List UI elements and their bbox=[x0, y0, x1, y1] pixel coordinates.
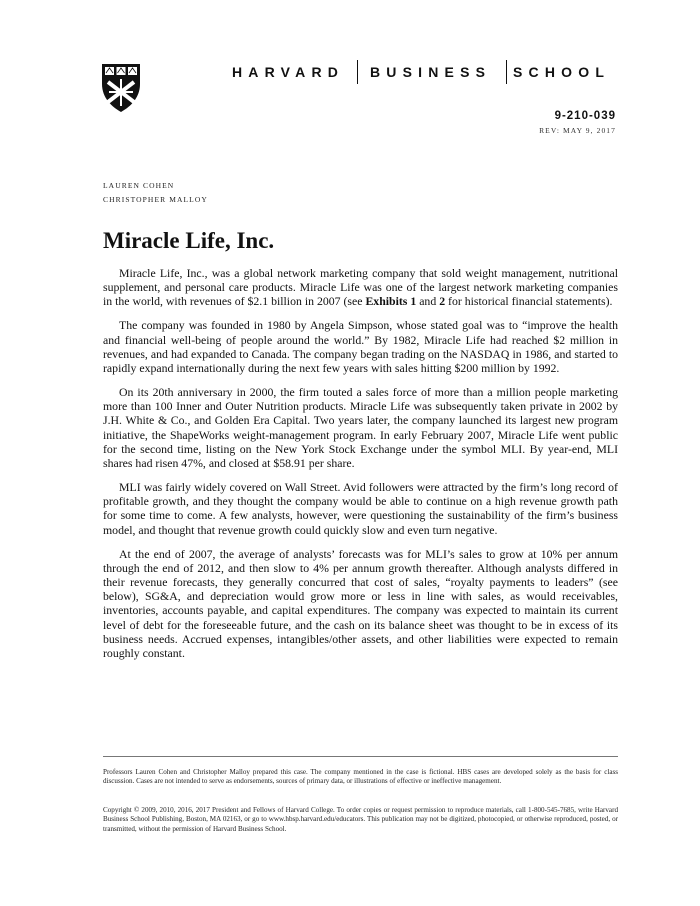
body-paragraph: On its 20th anniversary in 2000, the firm touted a sales force of more than a million people marketing more than 100 Inner and Outer Nutrition products. Miracle Life was subsequently taken private in 2002 by J.H. White & Co., and Golden Era Capital. Two years later, the company launched its largest new program initiative, the ShapeWorks weight-management program. In early February 2007, Miracle Life went public for the second time, listing on the New York Stock Exchange under the symbol MLI. By year-end, MLI shares had risen 47%, and closed at $58.91 per share. bbox=[103, 385, 618, 471]
case-number: 9-210-039 bbox=[554, 110, 616, 122]
masthead bbox=[222, 62, 620, 84]
body-paragraph: The company was founded in 1980 by Angela Simpson, whose stated goal was to “improve the health and financial well-being of people around the world.” By 1982, Miracle Life had reached $2 million in revenues, and had expanded to Canada. The company began trading on the NASDAQ in 1986, and started to rapidly expand internationally during the next few years with sales hitting $200 million by 1992. bbox=[103, 318, 618, 376]
hbs-shield-logo-icon bbox=[100, 62, 142, 114]
author-name: LAUREN COHEN bbox=[103, 181, 175, 190]
masthead-harvard: HARVARD bbox=[232, 64, 345, 80]
case-body bbox=[103, 266, 618, 670]
masthead-divider bbox=[506, 60, 507, 84]
footnote-disclaimer: Professors Lauren Cohen and Christopher Malloy prepared this case. The company mentioned in the case is fictional. HBS cases are developed solely as the basis for class discussion. Cases are not intended to serve as endorsements, sources of primary data, or illustrations of effective or ineffective management. bbox=[103, 768, 618, 786]
masthead-divider bbox=[357, 60, 358, 84]
masthead-school: SCHOOL bbox=[513, 64, 611, 80]
footnote-divider bbox=[103, 756, 618, 757]
body-paragraph: Miracle Life, Inc., was a global network marketing company that sold weight management, nutritional supplement, and personal care products. Miracle Life was one of the largest network marketing companies in the world, with revenues of $2.1 billion in 2007 (see Exhibits 1 and 2 for historical financial statements). bbox=[103, 266, 618, 309]
author-name: CHRISTOPHER MALLOY bbox=[103, 195, 208, 204]
case-title: Miracle Life, Inc. bbox=[103, 228, 275, 253]
body-paragraph: At the end of 2007, the average of analysts’ forecasts was for MLI’s sales to grow at 10% per annum through the end of 2012, and then slow to 4% per annum growth thereafter. Although analysts differed in their revenue forecasts, they generally concurred that cost of sales, “royalty payments to leaders” (see below), SG&A, and depreciation would grow more or less in line with sales, as would receivables, inventories, accounts payable, and capital expenditures. The company was expected to maintain its current level of debt for the foreseeable future, and the cash on its balance sheet was thought to be in excess of its business needs. Accrued expenses, intangibles/other assets, and other liabilities were expected to remain roughly constant. bbox=[103, 546, 618, 661]
revision-date: REV: MAY 9, 2017 bbox=[539, 126, 616, 135]
body-paragraph: MLI was fairly widely covered on Wall Street. Avid followers were attracted by the firm’s long record of profitable growth, and they thought the company would be able to continue on a high revenue growth path for some time to come. A few analysts, however, were questioning the sustainability of the firm’s business model, and thought that revenue growth could quickly slow and even turn negative. bbox=[103, 480, 618, 537]
footnote-copyright: Copyright © 2009, 2010, 2016, 2017 President and Fellows of Harvard College. To order copies or request permission to reproduce materials, call 1-800-545-7685, write Harvard Business School Publishing, Boston, MA 02163, or go to www.hbsp.harvard.edu/educators. This publication may not be digitized, photocopied, or otherwise reproduced, posted, or transmitted, without the permission of Harvard Business School. bbox=[103, 806, 618, 833]
masthead-business: BUSINESS bbox=[370, 64, 492, 80]
